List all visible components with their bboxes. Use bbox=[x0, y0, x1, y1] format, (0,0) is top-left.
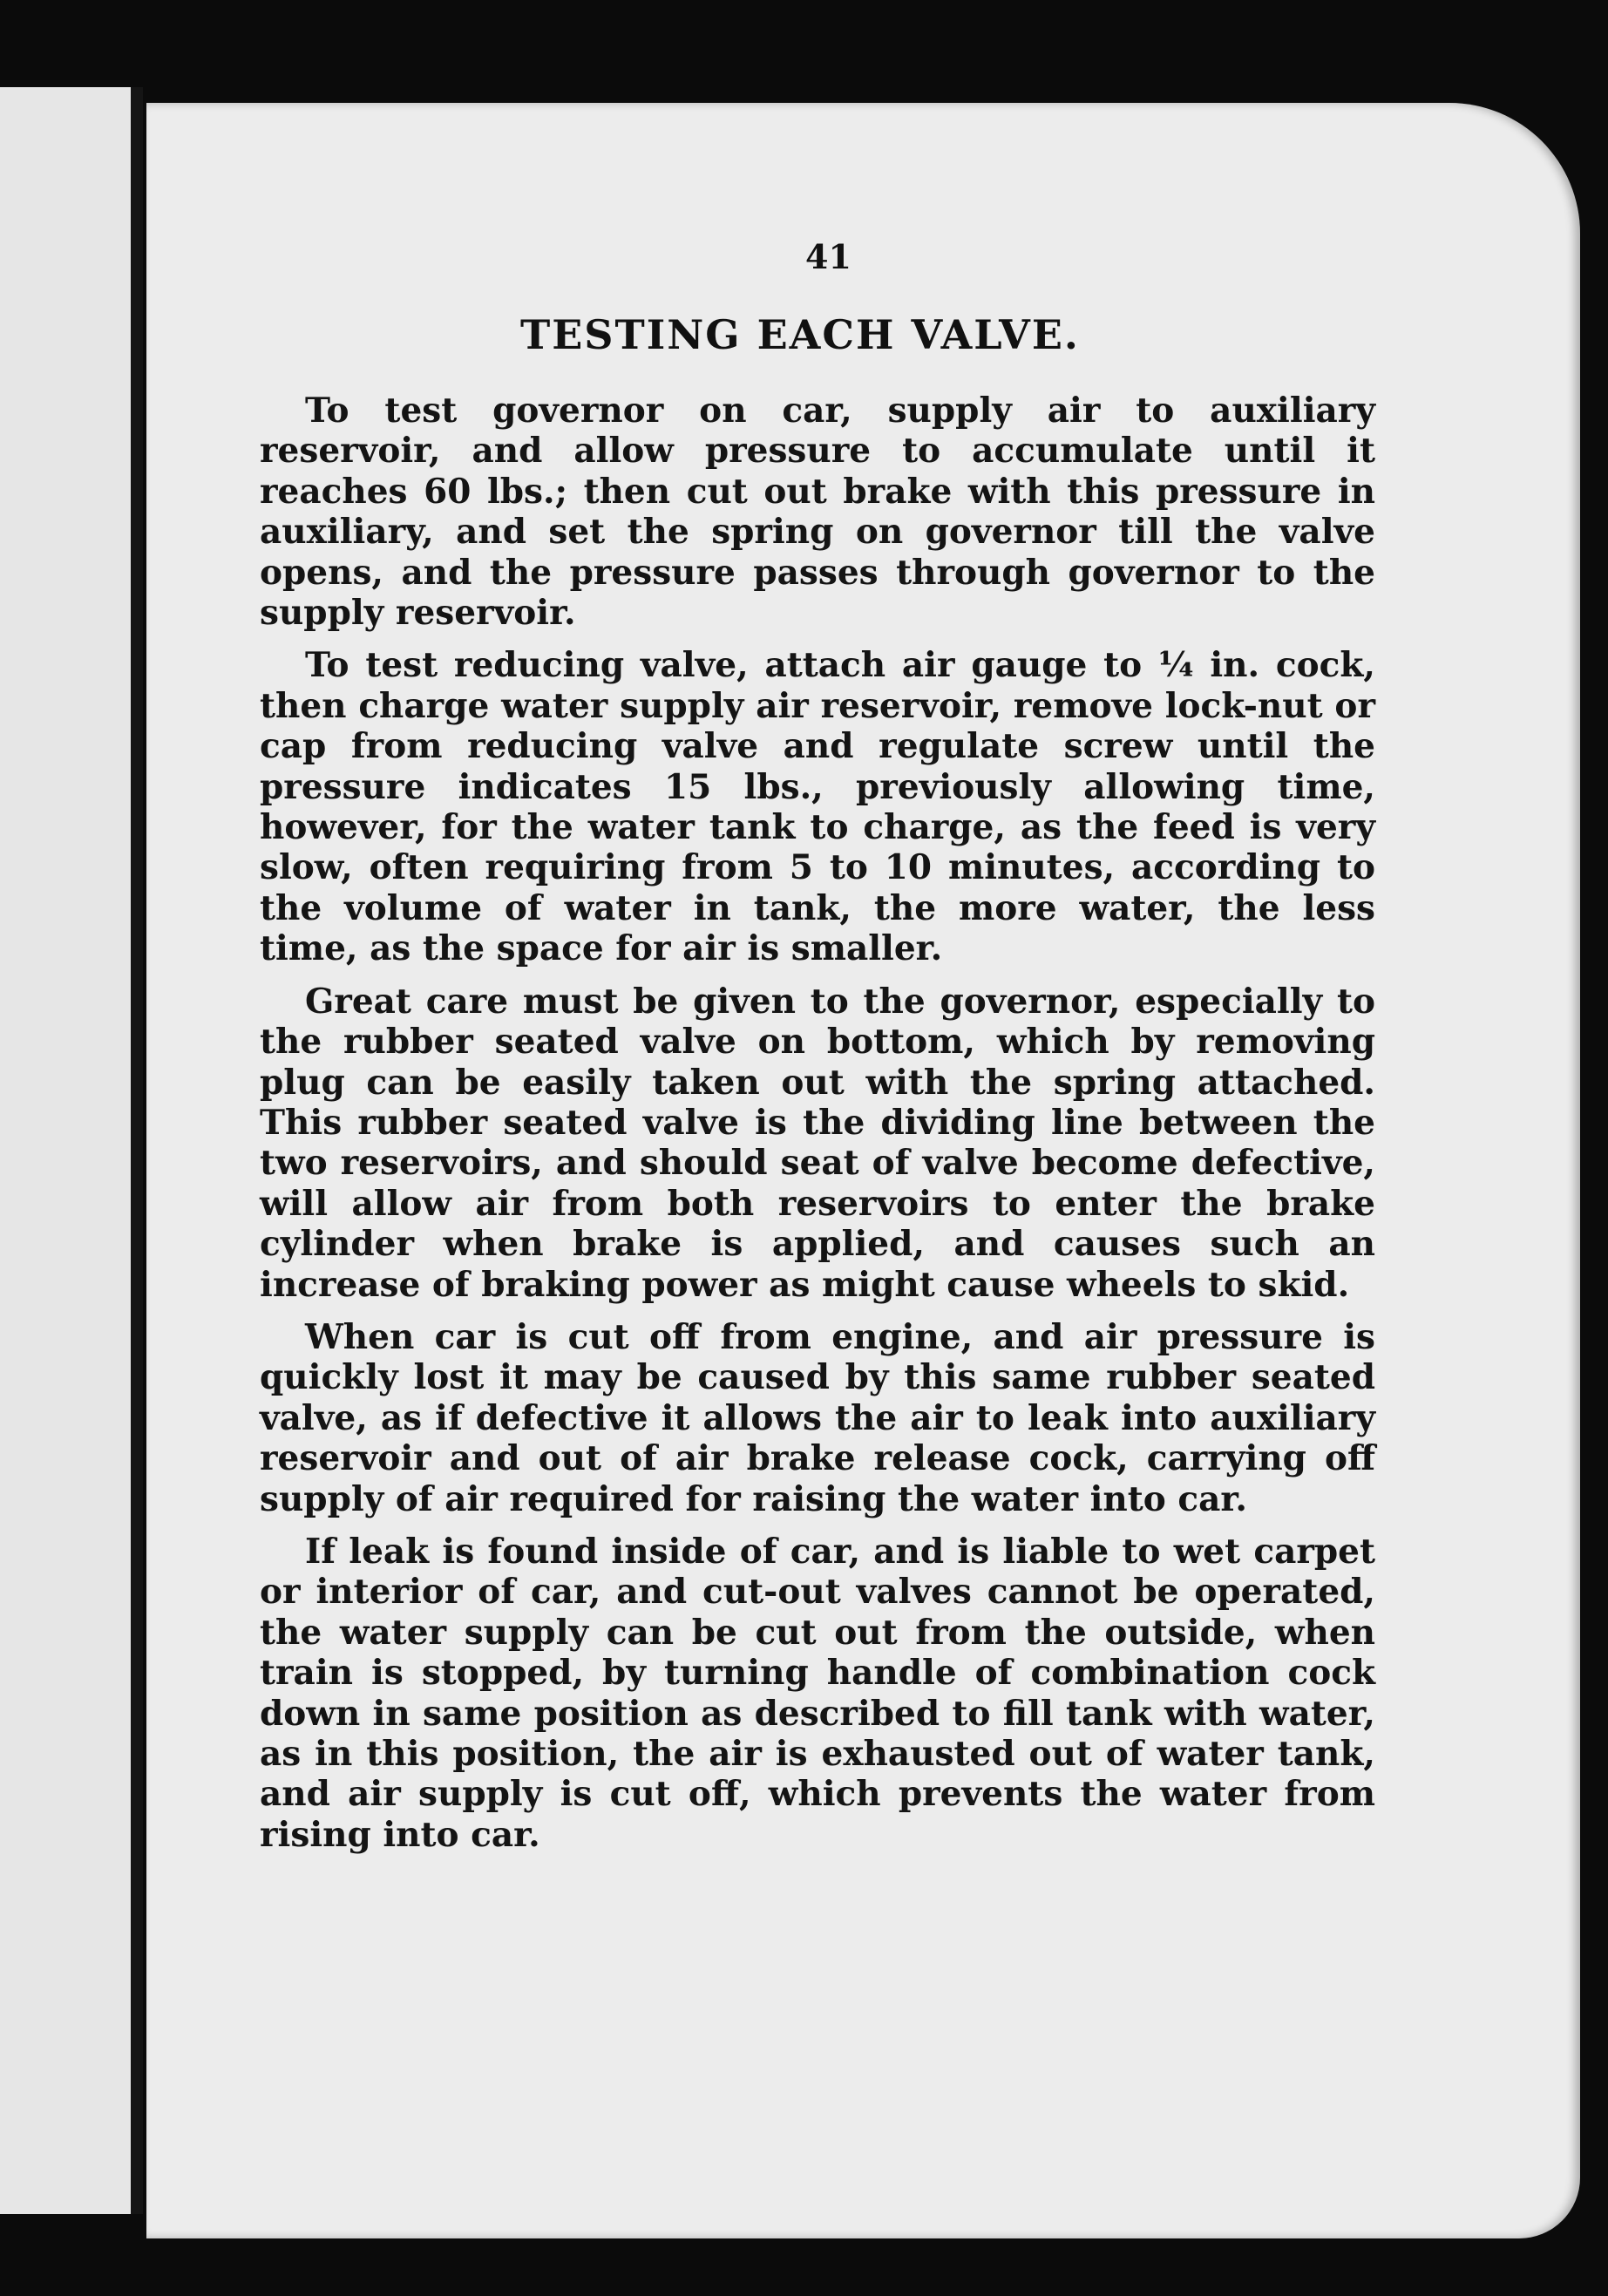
page-title: TESTING EACH VALVE. bbox=[520, 311, 1080, 358]
page-number: 41 bbox=[805, 237, 851, 276]
facing-page-edge bbox=[0, 87, 143, 2214]
paragraph-governor-care: Great care must be given to the governor, especially to the rubber seated valve on bottom, which by removing plug can be easily taken out with the spring attached. This rubber seated valve is the dividing line between the two reservoirs, and should seat of valve become defective, will allow air from both reservoirs to enter the brake cylinder when brake is applied, and causes such an increase of braking power as might cause wheels to skid. bbox=[260, 981, 1375, 1305]
paragraph-reducing-valve-test: To test reducing valve, attach air gauge to ¼ in. cock, then charge water supply air reservoir, remove lock-nut or cap from reducing valve and regulate screw until the pressure indicates 15 lbs., previously allowing time, however, for the water tank to charge, as the feed is very slow, often requiring from 5 to 10 minutes, according to the volume of water in tank, the more water, the less time, as the space for air is smaller. bbox=[260, 645, 1375, 969]
paragraph-leak-cutout: If leak is found inside of car, and is liable to wet carpet or interior of car, and cut-out valves cannot be operated, the water supply can be cut out from the outside, when train is stopped, by turning handle of combination cock down in same position as described to fill tank with water, as in this position, the air is exhausted out of water tank, and air supply is cut off, which prevents the water from rising into car. bbox=[260, 1531, 1375, 1855]
paragraph-governor-test: To test governor on car, supply air to auxiliary reservoir, and allow pressure to accumulate until it reaches 60 lbs.; then cut out brake with this pressure in auxiliary, and set the spring on governor till the valve opens, and the pressure passes through governor to the supply reservoir. bbox=[260, 391, 1375, 634]
paragraph-pressure-loss: When car is cut off from engine, and air pressure is quickly lost it may be caused by this same rubber seated valve, as if defective it allows the air to leak into auxiliary reservoir and out of air brake release cock, carrying off supply of air required for raising the water into car. bbox=[260, 1316, 1375, 1519]
page-body bbox=[260, 391, 1375, 1867]
